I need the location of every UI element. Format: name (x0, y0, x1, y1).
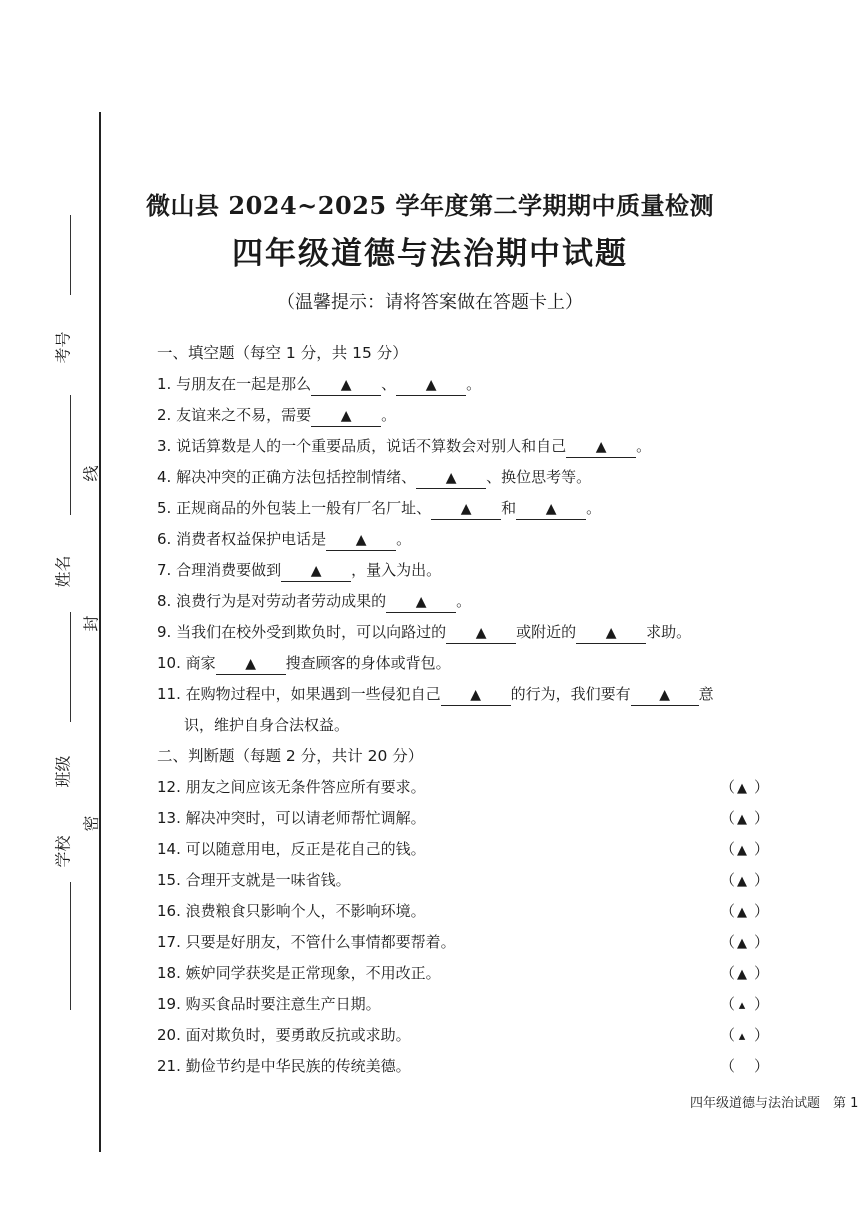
q11-text: 11. 在购物过程中，如果遇到一些侵犯自己 (157, 685, 441, 703)
triangle-marker: ▲ (595, 439, 607, 455)
question-10 (157, 648, 797, 679)
answer-blank (386, 590, 456, 613)
answer-blank (441, 683, 511, 706)
exam-content (157, 338, 797, 1082)
q5-mid: 和 (501, 499, 517, 517)
q1-text: 1. 与朋友在一起是那么 (157, 375, 312, 393)
q11-mid: 的行为，我们要有 (510, 685, 631, 703)
q1-end: 。 (466, 375, 482, 393)
triangle-marker: ▲ (737, 843, 747, 858)
answer-parens (714, 927, 770, 958)
answer-parens (714, 958, 770, 989)
q8-text: 8. 浪费行为是对劳动者劳动成果的 (157, 592, 387, 610)
answer-blank (326, 528, 396, 551)
triangle-marker: ▲ (737, 781, 747, 796)
triangle-marker: ▲ (310, 563, 322, 579)
answer-blank (396, 373, 466, 396)
triangle-marker: ▲ (470, 687, 482, 703)
triangle-marker: ▲ (445, 470, 457, 486)
judge-text: 15. 合理开支就是一味省钱。 (157, 871, 351, 889)
paren-open: （ (720, 964, 736, 982)
answer-parens (714, 772, 770, 803)
q10-text: 10. 商家 (157, 654, 216, 672)
triangle-marker: ▲ (545, 501, 557, 517)
q5-end: 。 (586, 499, 602, 517)
judge-text: 20. 面对欺负时，要勇敢反抗或求助。 (157, 1026, 411, 1044)
triangle-marker: ▲ (659, 687, 671, 703)
q7-text: 7. 合理消费要做到 (157, 561, 282, 579)
paren-open: （ (720, 902, 736, 920)
answer-parens (714, 989, 770, 1020)
answer-parens (714, 1051, 770, 1082)
q9-text: 9. 当我们在校外受到欺负时，可以向路过的 (157, 623, 447, 641)
seal-word-seal: 封 (81, 615, 101, 632)
question-5 (157, 493, 797, 524)
question-11-continued: 识，维护自身合法权益。 (184, 716, 350, 734)
section2-title: 二、判断题（每题 2 分，共计 20 分） (157, 747, 424, 765)
paren-close: ） (754, 778, 770, 796)
paren-open: （ (720, 995, 736, 1013)
paren-open: （ (720, 809, 736, 827)
answer-blank (216, 652, 286, 675)
judge-item (157, 772, 797, 803)
question-8 (157, 586, 797, 617)
triangle-marker: ▲ (245, 656, 257, 672)
question-2 (157, 400, 797, 431)
triangle-marker: ▲ (340, 408, 352, 424)
class-label: 班级 (53, 755, 73, 788)
answer-blank (516, 497, 586, 520)
judge-item (157, 896, 797, 927)
triangle-marker: ▴ (738, 1029, 746, 1044)
q4-text: 4. 解决冲突的正确方法包括控制情绪、 (157, 468, 417, 486)
name-label: 姓名 (53, 555, 73, 588)
paren-open: （ (720, 871, 736, 889)
triangle-marker: ▲ (737, 874, 747, 889)
triangle-marker: ▴ (738, 998, 746, 1013)
answer-blank (311, 404, 381, 427)
answer-blank (431, 497, 501, 520)
paren-close: ） (754, 1026, 770, 1044)
triangle-marker: ▲ (355, 532, 367, 548)
exam-title-line2: 四年级道德与法治期中试题 (232, 236, 628, 272)
school-label: 学校 (53, 835, 73, 868)
exam-title-line1: 微山县 2024~2025 学年度第二学期期中质量检测 (146, 191, 714, 220)
q5-text: 5. 正规商品的外包装上一般有厂名厂址、 (157, 499, 432, 517)
judge-item (157, 1051, 797, 1082)
q10-end: 搜查顾客的身体或背包。 (285, 654, 451, 672)
q9-end: 求助。 (646, 623, 692, 641)
seal-word-line: 线 (81, 465, 101, 482)
seal-word-secret: 密 (81, 815, 101, 832)
answer-parens (714, 803, 770, 834)
q6-end: 。 (396, 530, 412, 548)
paren-open: （ (720, 1057, 736, 1075)
paren-open: （ (720, 1026, 736, 1044)
answer-blank (446, 621, 516, 644)
judge-text: 13. 解决冲突时，可以请老师帮忙调解。 (157, 809, 426, 827)
class-line (70, 612, 71, 722)
paren-close: ） (754, 964, 770, 982)
triangle-marker: ▲ (460, 501, 472, 517)
triangle-marker: ▲ (737, 812, 747, 827)
triangle-marker: ▲ (415, 594, 427, 610)
judge-item (157, 989, 797, 1020)
q8-end: 。 (456, 592, 472, 610)
triangle-marker: ▲ (425, 377, 437, 393)
triangle-marker: ▲ (340, 377, 352, 393)
judge-item (157, 958, 797, 989)
judge-text: 16. 浪费粮食只影响个人，不影响环境。 (157, 902, 426, 920)
answer-blank (281, 559, 351, 582)
triangle-marker: ▲ (605, 625, 617, 641)
judge-text: 17. 只要是好朋友，不管什么事情都要帮着。 (157, 933, 456, 951)
answer-parens (714, 865, 770, 896)
judge-item (157, 803, 797, 834)
section1-title: 一、填空题（每空 1 分，共 15 分） (157, 344, 408, 362)
name-line (70, 395, 71, 515)
q2-text: 2. 友谊来之不易，需要 (157, 406, 312, 424)
q3-text: 3. 说话算数是人的一个重要品质，说话不算数会对别人和自己 (157, 437, 567, 455)
q2-end: 。 (381, 406, 397, 424)
paren-close: ） (754, 1057, 770, 1075)
paren-open: （ (720, 778, 736, 796)
question-4 (157, 462, 797, 493)
answer-blank (566, 435, 636, 458)
answer-parens (714, 834, 770, 865)
exam-tip: （温馨提示：请将答案做在答题卡上） (277, 292, 583, 313)
answer-blank (576, 621, 646, 644)
question-3 (157, 431, 797, 462)
q3-end: 。 (636, 437, 652, 455)
judge-text: 12. 朋友之间应该无条件答应所有要求。 (157, 778, 426, 796)
paren-close: ） (754, 871, 770, 889)
paren-close: ） (754, 995, 770, 1013)
answer-parens (714, 1020, 770, 1051)
paren-close: ） (754, 902, 770, 920)
q9-mid: 或附近的 (516, 623, 577, 641)
q7-end: ，量入为出。 (351, 561, 442, 579)
exam-number-label: 考号 (53, 331, 73, 364)
question-9 (157, 617, 797, 648)
judge-item (157, 1020, 797, 1051)
judge-text: 19. 购买食品时要注意生产日期。 (157, 995, 381, 1013)
triangle-marker: ▲ (737, 967, 747, 982)
judge-text: 21. 勤俭节约是中华民族的传统美德。 (157, 1057, 411, 1075)
triangle-marker: ▲ (475, 625, 487, 641)
answer-parens (714, 896, 770, 927)
paren-close: ） (754, 840, 770, 858)
q6-text: 6. 消费者权益保护电话是 (157, 530, 327, 548)
paren-close: ） (754, 809, 770, 827)
answer-blank (416, 466, 486, 489)
judge-text: 14. 可以随意用电，反正是花自己的钱。 (157, 840, 426, 858)
paren-open: （ (720, 840, 736, 858)
triangle-marker: ▲ (737, 905, 747, 920)
judge-item (157, 834, 797, 865)
question-1 (157, 369, 797, 400)
question-6 (157, 524, 797, 555)
paren-close: ） (754, 933, 770, 951)
answer-blank (631, 683, 699, 706)
q11-end: 意 (698, 685, 714, 703)
paren-open: （ (720, 933, 736, 951)
question-11 (157, 679, 797, 710)
judge-text: 18. 嫉妒同学获奖是正常现象，不用改正。 (157, 964, 441, 982)
question-7 (157, 555, 797, 586)
judge-item (157, 927, 797, 958)
triangle-marker: ▲ (737, 936, 747, 951)
school-line (70, 882, 71, 1010)
judge-item (157, 865, 797, 896)
page-footer: 四年级道德与法治试题 第 1 (690, 1096, 859, 1111)
q1-sep: 、 (381, 375, 397, 393)
answer-blank (311, 373, 381, 396)
q4-end: 、换位思考等。 (486, 468, 592, 486)
